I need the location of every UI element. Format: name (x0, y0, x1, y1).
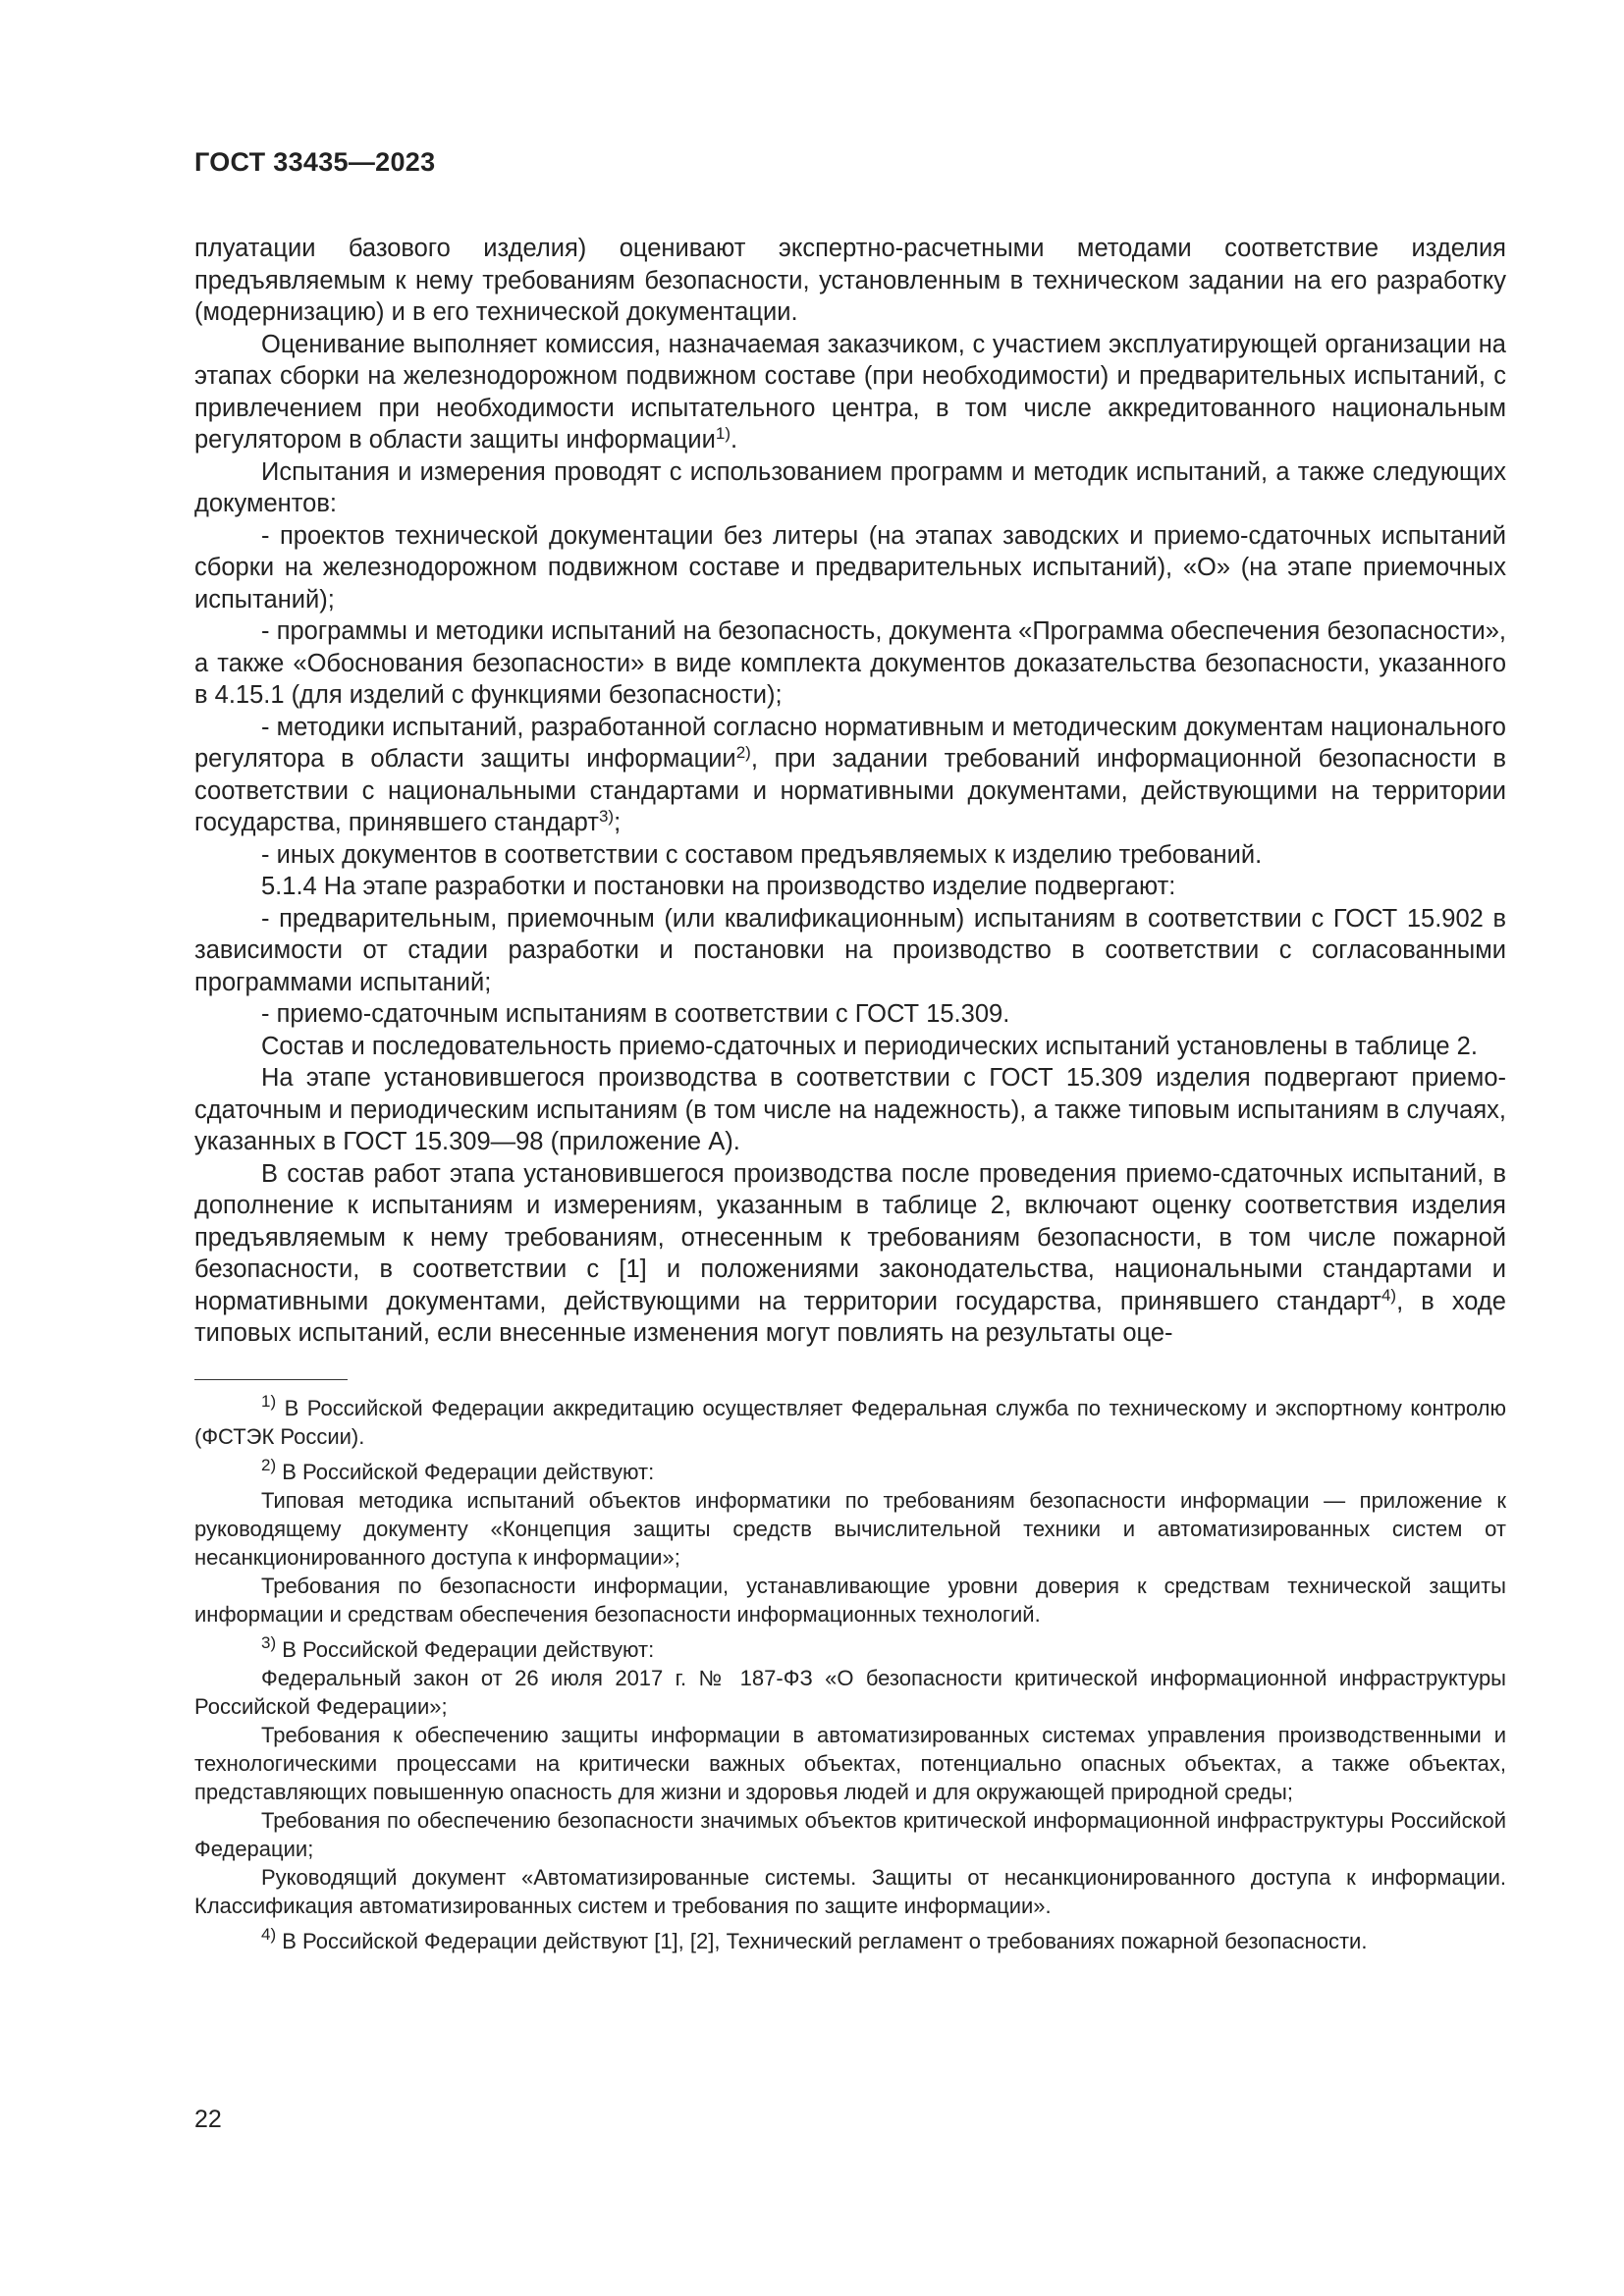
paragraph-text: , при задании требований информационной безопасности в соответствии с национальными стандартами и нормативными документами, действующими на территории государства, принявшего стандарт (194, 745, 1506, 836)
footnote-item: Требования к обеспечению защиты информации в автоматизированных системах управления производственными и технологическими процессами на критически важных объектах, потенциально опасных объектах, а также объектах, представляющих повышенную опасность для жизни и здоровья людей и для окружающей природной среды; (194, 1722, 1506, 1804)
list-item: - программы и методики испытаний на безопасность, документа «Программа обеспечения безопасности», а также «Обоснования безопасности» в виде комплекта документов доказательства безопасности, указанного в 4.15.1 (для изделий с функциями безопасности); (194, 617, 1506, 709)
paragraph: плуатации базового изделия) оценивают экспертно-расчетными методами соответствие изделия предъявляемым к нему требованиям безопасности, установленным в техническом задании на его разработку (модернизацию) и в его технической документации. (194, 235, 1506, 326)
list-item: - приемо-сдаточным испытаниям в соответствии с ГОСТ 15.309. (261, 1000, 1010, 1028)
paragraph: На этапе установившегося производства в соответствии с ГОСТ 15.309 изделия подвергают приемо-сдаточным и периодическим испытаниям (в том числе на надежность), а также типовым испытаниям в случаях, указанных в ГОСТ 15.309—98 (приложение А). (194, 1064, 1506, 1155)
footnotes (194, 1391, 1506, 1955)
footnote-3 (194, 1632, 1506, 1664)
footnote-text: В Российской Федерации аккредитацию осуществляет Федеральная служба по техническому и экспортному контролю (ФСТЭК России). (194, 1395, 1506, 1449)
list-item: - проектов технической документации без литеры (на этапах заводских и приемо-сдаточных испытаний сборки на железнодорожном подвижном составе и предварительных испытаний), «О» (на этапе приемочных испытаний); (194, 521, 1506, 614)
paragraph: Состав и последовательность приемо-сдаточных и периодических испытаний установлены в таблице 2. (261, 1032, 1478, 1060)
footnote-item: Требования по безопасности информации, устанавливающие уровни доверия к средствам технической защиты информации и средствам обеспечения безопасности информационных технологий. (194, 1573, 1506, 1627)
paragraph: Испытания и измерения проводят с использованием программ и методик испытаний, а также следующих документов: (194, 457, 1506, 517)
punctuation: ; (614, 809, 622, 836)
footnote-item: Требования по обеспечению безопасности значимых объектов критической информационной инфраструктуры Российской Федерации; (194, 1807, 1506, 1861)
footnote-item: Типовая методика испытаний объектов информатики по требованиям безопасности информации — приложение к руководящему документу «Концепция защиты средств вычислительной техники и автоматизированных систем от несанкционированного доступа к информации»; (194, 1487, 1506, 1570)
footnote-mark: 2) (261, 1455, 277, 1474)
footnote-ref[interactable]: 1) (715, 424, 731, 443)
footnote-separator (194, 1379, 348, 1380)
footnote-1 (194, 1391, 1506, 1451)
document-header: ГОСТ 33435—2023 (194, 147, 436, 177)
list-item (194, 712, 1506, 839)
footnote-ref[interactable]: 2) (735, 743, 751, 762)
footnote-text: В Российской Федерации действуют: (276, 1459, 655, 1484)
main-text (194, 233, 1506, 1350)
punctuation: . (730, 426, 738, 454)
paragraph (194, 329, 1506, 456)
footnote-ref[interactable]: 3) (598, 807, 615, 826)
paragraph-text: Оценивание выполняет комиссия, назначаемая заказчиком, с участием эксплуатирующей организации на этапах сборки на железнодорожном подвижном составе (при необходимости) и предварительных испытаний, с привлечением при необходимости испытательного центра, в том числе аккредитованного национальным регулятором в области защиты информации (194, 330, 1506, 454)
footnote-2 (194, 1455, 1506, 1486)
footnote-text: В Российской Федерации действуют: (276, 1636, 655, 1662)
paragraph-text: , в ходе типовых испытаний, если внесенные изменения могут повлиять на результаты оце- (194, 1287, 1506, 1347)
clause: 5.1.4 На этапе разработки и постановки на производство изделие подвергают: (261, 873, 1176, 900)
footnote-text: В Российской Федерации действуют [1], [2], Технический регламент о требованиях пожарной безопасности. (276, 1928, 1368, 1953)
list-item: - предварительным, приемочным (или квалификационным) испытаниям в соответствии с ГОСТ 15.902 в зависимости от стадии разработки и постановки на производство в соответствии с согласованными программами испытаний; (194, 904, 1506, 996)
list-item: - иных документов в соответствии с составом предъявляемых к изделию требований. (261, 840, 1263, 869)
footnote-mark: 1) (261, 1391, 277, 1411)
footnote-ref[interactable]: 4) (1380, 1285, 1397, 1305)
page-number: 22 (194, 2106, 222, 2133)
paragraph-text: В состав работ этапа установившегося производства после проведения приемо-сдаточных испытаний, в дополнение к испытаниям и измерениям, указанным в таблице 2, включают оценку соответствия изделия предъявляемым к нему требованиям, отнесенным к требованиям безопасности, в том числе пожарной безопасности, в соответствии с [1] и положениями законодательства, национальными стандартами и нормативными документами, действующими на территории государства, принявшего стандарт (194, 1159, 1506, 1315)
footnote-item: Федеральный закон от 26 июля 2017 г. № 187-ФЗ «О безопасности критической информационной инфраструктуры Российской Федерации»; (194, 1665, 1506, 1719)
footnote-item: Руководящий документ «Автоматизированные системы. Защиты от несанкционированного доступа к информации. Классификация автоматизированных систем и требования по защите информации». (194, 1864, 1506, 1918)
footnote-mark: 4) (261, 1924, 277, 1944)
footnote-4 (194, 1924, 1506, 1955)
paragraph (194, 1158, 1506, 1350)
document-page (194, 147, 1506, 1955)
paragraph-text: - методики испытаний, разработанной согласно нормативным и методическим документам национального регулятора в области защиты информации (194, 713, 1506, 773)
footnote-mark: 3) (261, 1632, 277, 1652)
